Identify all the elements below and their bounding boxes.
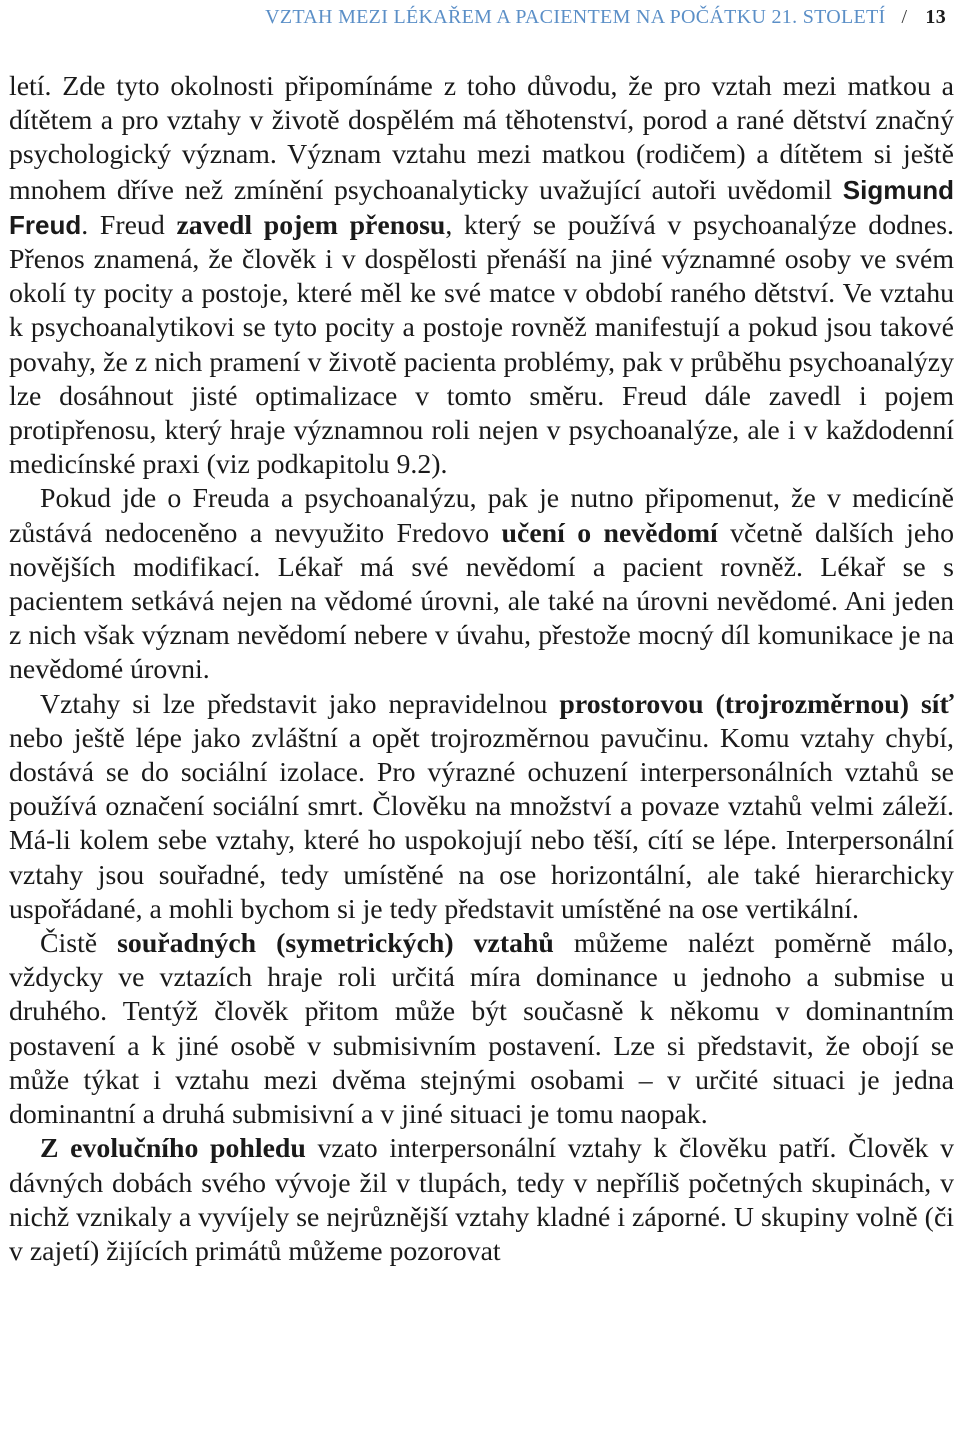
paragraph-1 — [9, 70, 954, 482]
running-header — [0, 6, 946, 29]
text-run: můžeme nalézt poměrně málo, vždycky ve vztazích hraje roli určitá míra dominance u jednoho a submise u druhého. Tentýž člověk přitom může být současně k někomu v dominantním postavení a k jiné osobě v submisivním postavení. Lze si představit, že obojí se může týkat i vztahu mezi dvěma stejnými osobami – v určité situaci je jedna dominantní a druhá submisivní a v jiné situaci je tomu naopak. — [9, 928, 955, 1131]
text-run: včetně dalších jeho novějších modifikací. Lékař má své nevědomí a pacient rovněž. Lékař se s pacientem setkává nejen na vědomé úrovni, ale také na úrovni nevědomé. Ani jeden z nich však význam nevědomí nebere v úvahu, přestože mocný díl komunikace je na nevědomé úrovni. — [9, 517, 954, 686]
body-text — [9, 70, 954, 1269]
text-run: , který se používá v psychoanalýze dodnes. Přenos znamená, že člověk i v dospělosti přenáší na jiné významné osoby ve svém okolí ty pocity a postoje, které měl ke své matce v období raného dětství. Ve vztahu k psychoanalytikovi se tyto pocity a postoje rovněž manifestují a pokud jsou takové povahy, že z nich pramení v životě pacienta problémy, pak v průběhu psychoanalýzy lze dosáhnout jisté optimalizace v tomto směru. Freud dále zavedl i pojem protipřenosu, který hraje významnou roli nejen v psychoanalýze, ale i v každodenní medicínské praxi (viz podkapitolu 9.2). — [9, 209, 954, 481]
paragraph-4 — [9, 927, 954, 1132]
text-run: Vztahy si lze představit jako nepravidelnou — [40, 688, 560, 720]
text-run: letí. Zde tyto okolnosti připomínáme z toho důvodu, že pro vztah mezi matkou a dítětem a pro vztahy v životě dospělém má těhotenství, porod a rané dětství značný psychologický význam. Význam vztahu mezi matkou (rodičem) a dítětem si ještě mnohem dříve než zmínění psychoanalyticky uvažující autoři uvědomil — [9, 71, 954, 206]
emphasis-name: Sigmund Freud — [9, 174, 954, 240]
header-separator: / — [901, 6, 908, 28]
page-number: 13 — [925, 6, 946, 28]
emphasis-term: učení o nevědomí — [501, 517, 718, 549]
running-title: VZTAH MEZI LÉKAŘEM A PACIENTEM NA POČÁTKU 21. STOLETÍ — [265, 6, 886, 28]
emphasis-term: zavedl pojem přenosu — [176, 209, 446, 241]
text-run: Pokud jde o Freuda a psychoanalýzu, pak je nutno připomenut, že v medicíně zůstává nedoceněno a nevyužito Fredovo — [9, 483, 954, 549]
paragraph-3 — [9, 688, 954, 927]
emphasis-term: Z evolučního pohledu — [40, 1133, 306, 1165]
text-run: nebo ještě lépe jako zvláštní a opět trojrozměrnou pavučinu. Komu vztahy chybí, dostává se do sociální izolace. Pro výrazné ochuzení interpersonálních vztahů se používá označení sociální smrt. Člověku na množství a povaze vztahů velmi záleží. Má-li kolem sebe vztahy, které ho uspokojují nebo těší, cítí se lépe. Interpersonální vztahy jsou souřadné, tedy umístěné na ose horizontální, ale také hierarchicky uspořádané, a mohli bychom si je tedy představit umístěné na ose vertikální. — [9, 722, 954, 925]
emphasis-term: prostorovou (trojrozměrnou) síť — [559, 688, 954, 720]
paragraph-5 — [9, 1132, 954, 1269]
text-run: Čistě — [40, 928, 118, 960]
text-run: vzato interpersonální vztahy k člověku patří. Člověk v dávných dobách svého vývoje žil v tlupách, tedy v nepříliš početných skupinách, v nichž vznikaly a vyvíjely se nejrůznější vztahy kladné i záporné. U skupiny volně (či v zajetí) žijících primátů můžeme pozorovat — [9, 1133, 954, 1267]
emphasis-term: souřadných (symetrických) vztahů — [117, 928, 554, 960]
text-run: . Freud — [81, 209, 177, 241]
paragraph-2 — [9, 482, 954, 687]
